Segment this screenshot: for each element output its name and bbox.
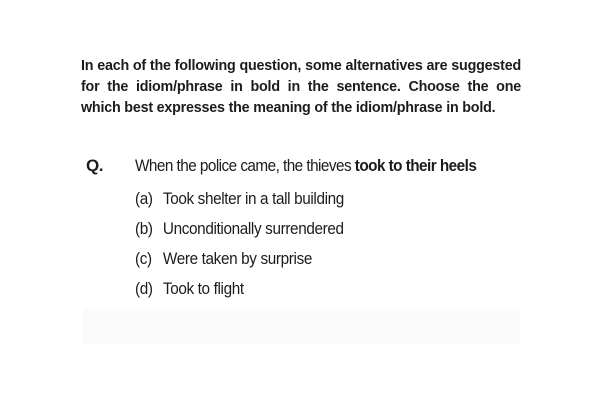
option-letter: (d): [135, 279, 153, 298]
question-sentence: When the police came, the thieves: [135, 156, 355, 175]
option-d[interactable]: [135, 274, 487, 304]
option-letter: (b): [135, 219, 153, 238]
option-b[interactable]: [135, 214, 487, 244]
option-a[interactable]: [135, 184, 487, 214]
option-text: Were taken by surprise: [162, 249, 313, 268]
question-label: Q.: [86, 156, 103, 175]
option-text: Took shelter in a tall building: [162, 189, 344, 208]
question-text: [135, 153, 476, 179]
question-row: [86, 153, 526, 179]
option-letter: (a): [135, 189, 153, 208]
option-text: Unconditionally surrendered: [162, 219, 344, 238]
options-list: [86, 184, 526, 304]
question-block: [86, 153, 526, 304]
option-letter: (c): [135, 249, 152, 268]
question-idiom: took to their heels: [354, 156, 477, 175]
option-c[interactable]: [135, 244, 487, 274]
option-text: Took to flight: [162, 279, 244, 298]
blank-answer-area: [83, 308, 520, 344]
instructions-text: In each of the following question, some alternatives are suggested for the idiom/phrase in bold in the sentence. Choose the one which best expresses the meaning of the idiom/phrase in bold.: [81, 58, 521, 116]
